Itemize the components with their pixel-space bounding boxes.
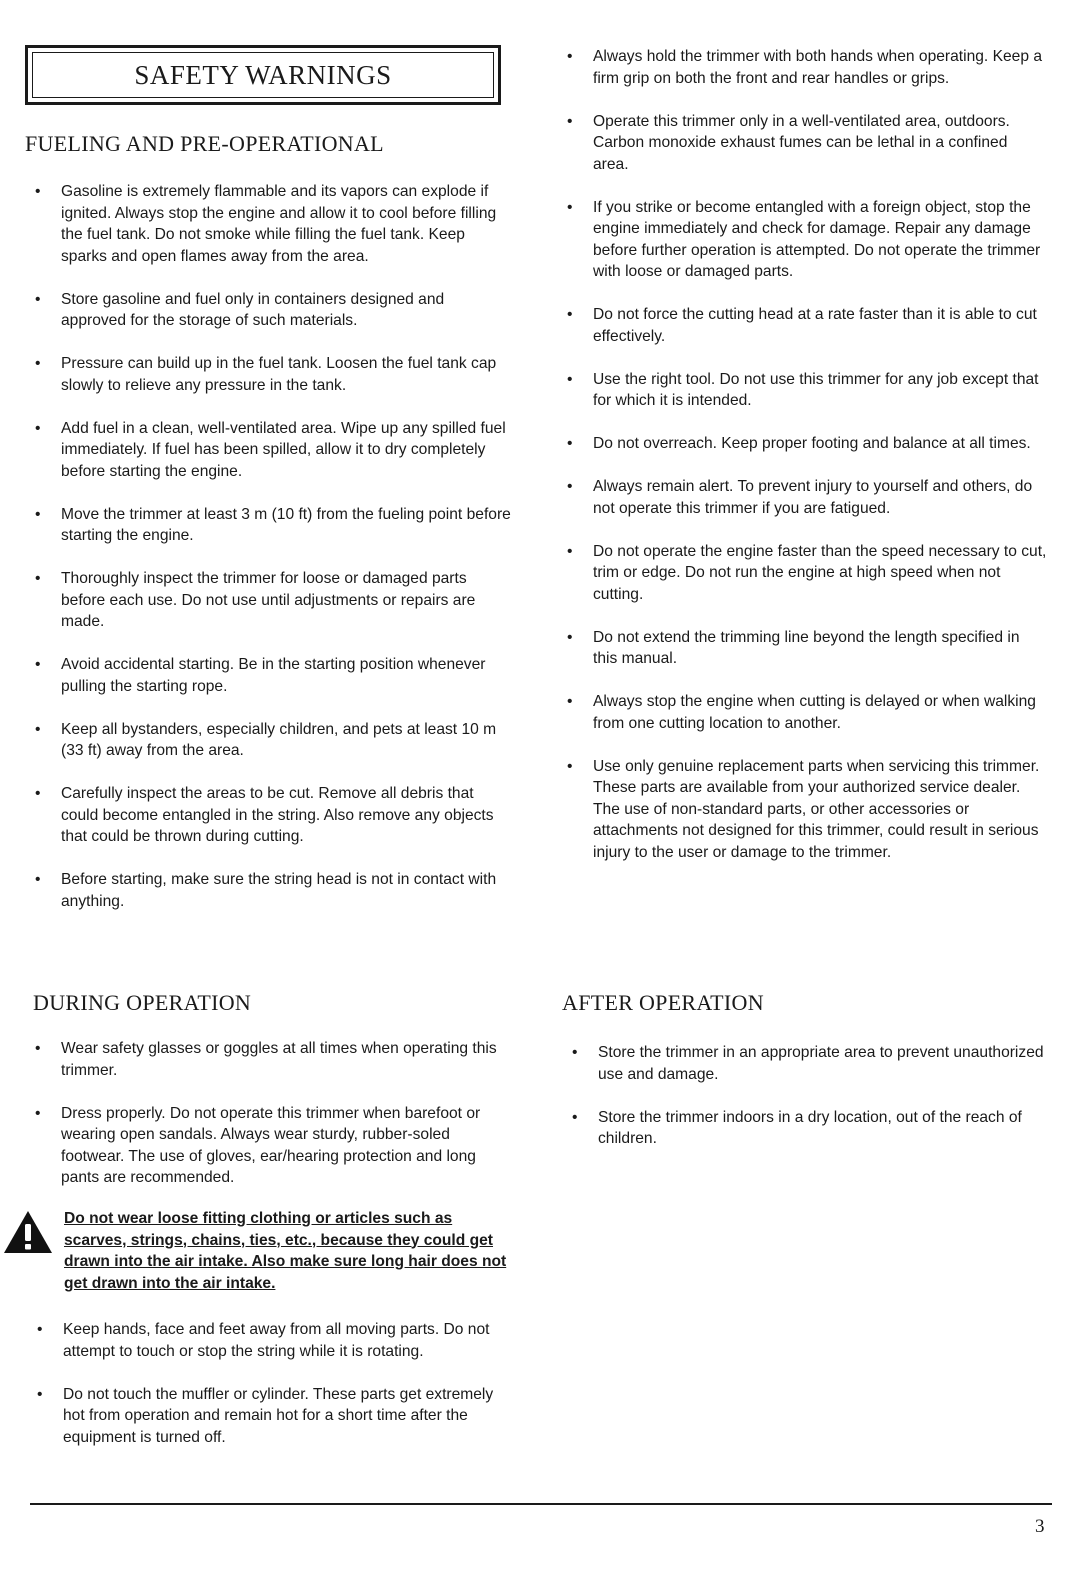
after-heading: AFTER OPERATION xyxy=(562,990,764,1015)
bullet-icon: • xyxy=(567,112,573,130)
list-item xyxy=(565,691,1047,734)
bullet-icon: • xyxy=(35,355,41,372)
list-item-text: Always hold the trimmer with both hands when operating. Keep a firm grip on both the front and rear handles or grips. xyxy=(593,48,1043,87)
bullet-icon: • xyxy=(567,48,573,65)
bullet-icon: • xyxy=(37,1321,43,1338)
list-item-text: Wear safety glasses or goggles at all times when operating this trimmer. xyxy=(61,1040,497,1079)
list-item-text: Do not overreach. Keep proper footing and balance at all times. xyxy=(593,435,1031,452)
bullet-icon: • xyxy=(35,419,41,437)
fueling-heading: FUELING AND PRE-OPERATIONAL xyxy=(25,131,384,156)
bullet-icon: • xyxy=(35,570,41,587)
list-item-text: Keep all bystanders, especially children, and pets at least 10 m (33 ft) away from the area. xyxy=(61,720,497,759)
list-item xyxy=(565,111,1047,176)
list-item-text: Dress properly. Do not operate this trimmer when barefoot or wearing open sandals. Always wear sturdy, rubber-soled footwear. The use of gloves, ear/hearing protection and long pants are recommended. xyxy=(61,1104,481,1186)
warning-triangle-icon xyxy=(3,1208,55,1294)
during-list-b xyxy=(35,1319,513,1470)
bullet-icon: • xyxy=(35,1040,41,1057)
during-list-a xyxy=(33,1038,511,1210)
right-column-list xyxy=(565,46,1047,885)
list-item-text: Before starting, make sure the string head is not in contact with anything. xyxy=(61,871,497,910)
bullet-icon: • xyxy=(567,306,573,323)
list-item-text: Add fuel in a clean, well-ventilated area. Wipe up any spilled fuel immediately. If fuel has been spilled, allow it to dry completely before starting the engine. xyxy=(61,419,506,480)
warning-text: Do not wear loose fitting clothing or articles such as scarves, strings, chains, ties, etc., because they could get drawn into the air intake. Also make sure long hair does not get drawn into the air intake. xyxy=(64,1210,507,1292)
title-box xyxy=(25,45,501,105)
list-item-text: Move the trimmer at least 3 m (10 ft) from the fueling point before starting the engine. xyxy=(61,505,511,544)
list-item xyxy=(33,869,511,912)
list-item xyxy=(33,181,511,267)
bullet-icon: • xyxy=(35,656,41,673)
bullet-icon: • xyxy=(567,542,573,560)
footer-rule xyxy=(30,1503,1052,1505)
list-item xyxy=(33,654,511,697)
list-item-text: Store the trimmer indoors in a dry location, out of the reach of children. xyxy=(598,1108,1022,1147)
list-item xyxy=(565,46,1047,89)
bullet-icon: • xyxy=(567,435,573,452)
list-item xyxy=(33,418,511,483)
bullet-icon: • xyxy=(567,693,573,710)
list-item-text: Keep hands, face and feet away from all moving parts. Do not attempt to touch or stop the string while it is rotating. xyxy=(63,1321,490,1360)
bullet-icon: • xyxy=(35,183,41,200)
list-item-text: Use the right tool. Do not use this trimmer for any job except that for which it is intended. xyxy=(593,370,1039,409)
list-item xyxy=(35,1384,513,1449)
list-item-text: Use only genuine replacement parts when servicing this trimmer. These parts are available from your authorized service dealer. The use of non-standard parts, or other accessories or attachments not designed for this trimmer, could result in serious injury to the user or damage to the trimmer. xyxy=(593,757,1040,861)
bullet-icon: • xyxy=(567,628,573,646)
bullet-icon: • xyxy=(567,478,573,495)
list-item-text: Operate this trimmer only in a well-ventilated area, outdoors. Carbon monoxide exhaust fumes can be lethal in a confined area. xyxy=(593,112,1010,173)
list-item-text: Avoid accidental starting. Be in the starting position whenever pulling the starting rope. xyxy=(61,656,486,695)
list-item xyxy=(565,433,1047,455)
fueling-list xyxy=(33,181,511,934)
bullet-icon: • xyxy=(35,720,41,738)
after-list xyxy=(570,1042,1048,1171)
warning-callout xyxy=(3,1208,513,1294)
page-title: SAFETY WARNINGS xyxy=(134,59,392,90)
list-item xyxy=(570,1107,1048,1150)
list-item xyxy=(33,719,511,762)
bullet-icon: • xyxy=(35,290,41,308)
during-heading: DURING OPERATION xyxy=(33,990,252,1015)
bullet-icon: • xyxy=(35,871,41,888)
list-item-text: Carefully inspect the areas to be cut. Remove all debris that could become entangled in the string. Also remove any objects that could be thrown during cutting. xyxy=(61,785,494,845)
list-item xyxy=(565,197,1047,283)
bullet-icon: • xyxy=(35,785,41,802)
list-item-text: Gasoline is extremely flammable and its vapors can explode if ignited. Always stop the engine and allow it to cool before filling the fuel tank. Do not smoke while filling the fuel tank. Keep sparks and open flames away from the area. xyxy=(61,183,497,265)
list-item xyxy=(33,353,511,396)
list-item xyxy=(35,1319,513,1362)
list-item-text: Always remain alert. To prevent injury to yourself and others, do not operate this trimmer if you are fatigued. xyxy=(593,478,1033,517)
bullet-icon: • xyxy=(35,1104,41,1122)
list-item-text: Store the trimmer in an appropriate area to prevent unauthorized use and damage. xyxy=(598,1044,1044,1083)
list-item xyxy=(565,369,1047,412)
title-box-inner xyxy=(32,52,494,98)
list-item xyxy=(33,504,511,547)
list-item xyxy=(565,476,1047,519)
bullet-icon: • xyxy=(572,1108,578,1126)
list-item xyxy=(33,568,511,633)
list-item xyxy=(33,289,511,332)
list-item-text: Thoroughly inspect the trimmer for loose or damaged parts before each use. Do not use until adjustments or repairs are made. xyxy=(61,570,476,630)
bullet-icon: • xyxy=(572,1044,578,1061)
list-item-text: Always stop the engine when cutting is delayed or when walking from one cutting location to another. xyxy=(593,693,1036,732)
bullet-icon: • xyxy=(37,1385,43,1403)
bullet-icon: • xyxy=(567,757,573,775)
bullet-icon: • xyxy=(35,505,41,523)
list-item-text: Do not extend the trimming line beyond the length specified in this manual. xyxy=(593,628,1020,667)
list-item xyxy=(570,1042,1048,1085)
list-item xyxy=(565,541,1047,606)
list-item-text: If you strike or become entangled with a foreign object, stop the engine immediately and check for damage. Repair any damage before further operation is attempted. Do not operate the trimmer with loose or damaged parts. xyxy=(593,198,1041,280)
list-item-text: Do not touch the muffler or cylinder. These parts get extremely hot from operation and remain hot for a short time after the equipment is turned off. xyxy=(63,1385,494,1446)
list-item-text: Pressure can build up in the fuel tank. Loosen the fuel tank cap slowly to relieve any pressure in the tank. xyxy=(61,355,497,394)
list-item xyxy=(565,304,1047,347)
list-item xyxy=(565,756,1047,864)
list-item-text: Do not operate the engine faster than the speed necessary to cut, trim or edge. Do not run the engine at high speed when not cutting. xyxy=(593,542,1047,603)
list-item xyxy=(33,783,511,848)
list-item xyxy=(33,1103,511,1189)
bullet-icon: • xyxy=(567,198,573,216)
list-item xyxy=(33,1038,511,1081)
list-item-text: Do not force the cutting head at a rate faster than it is able to cut effectively. xyxy=(593,306,1037,345)
page-number: 3 xyxy=(1035,1516,1045,1537)
bullet-icon: • xyxy=(567,370,573,388)
list-item-text: Store gasoline and fuel only in containers designed and approved for the storage of such materials. xyxy=(61,290,445,329)
list-item xyxy=(565,627,1047,670)
